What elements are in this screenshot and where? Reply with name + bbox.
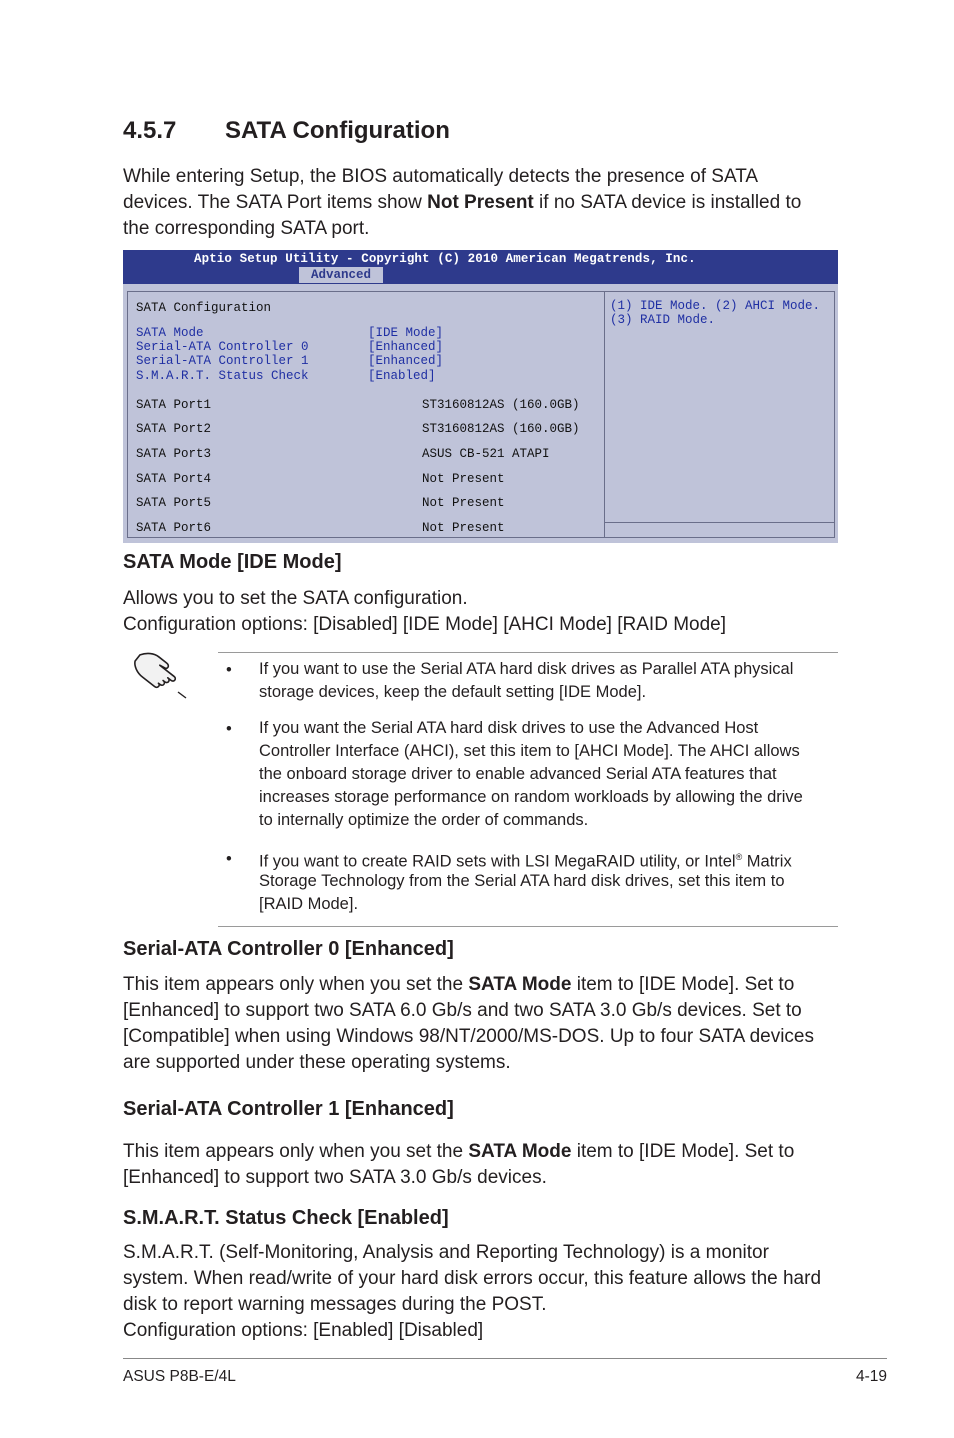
port-value: Not Present — [422, 521, 505, 535]
smart-line-2: system. When read/write of your hard disk errors occur, this feature allows the hard — [123, 1268, 822, 1289]
bios-help-panel — [604, 291, 835, 523]
port-value: Not Present — [422, 496, 505, 510]
note-top-rule — [218, 652, 838, 653]
smart-line-1: S.M.A.R.T. (Self-Monitoring, Analysis and Reporting Technology) is a monitor — [123, 1242, 769, 1263]
note-text: [RAID Mode]. — [259, 895, 359, 913]
registered-mark: ® — [735, 852, 743, 862]
port-label: SATA Port3 — [136, 447, 212, 461]
port-label: SATA Port1 — [136, 398, 212, 412]
bios-main-panel — [127, 291, 605, 538]
controller-1-line-2: [Enhanced] to support two SATA 3.0 Gb/s devices. — [123, 1167, 547, 1188]
note-text: If you want the Serial ATA hard disk drives to use the Advanced Host — [259, 719, 759, 737]
setting-value-controller-0[interactable]: [Enhanced] — [368, 340, 444, 354]
note-text: to internally optimize the order of commands. — [259, 811, 589, 829]
intro-bold: Not Present — [427, 192, 534, 213]
text-bold: SATA Mode — [468, 1141, 572, 1162]
note-text: Storage Technology from the Serial ATA hard disk drives, set this item to — [259, 872, 785, 890]
setting-label-controller-0[interactable]: Serial-ATA Controller 0 — [136, 340, 309, 354]
port-label: SATA Port4 — [136, 472, 212, 486]
note-bullet: • — [226, 850, 232, 868]
sata-mode-heading: SATA Mode [IDE Mode] — [123, 551, 342, 573]
controller-0-heading: Serial-ATA Controller 0 [Enhanced] — [123, 938, 454, 960]
section-number: 4.5.7 — [123, 117, 177, 144]
port-value: Not Present — [422, 472, 505, 486]
bios-title: Aptio Setup Utility - Copyright (C) 2010 American Megatrends, Inc. — [194, 252, 696, 266]
smart-line-4: Configuration options: [Enabled] [Disabled] — [123, 1320, 484, 1341]
note-text: Controller Interface (AHCI), set this item to [AHCI Mode]. The AHCI allows — [259, 742, 800, 760]
controller-0-line-4: are supported under these operating systems. — [123, 1052, 511, 1073]
controller-0-line-2: [Enhanced] to support two SATA 6.0 Gb/s and two SATA 3.0 Gb/s devices. Set to — [123, 1000, 802, 1021]
note-bullet: • — [226, 661, 232, 679]
setting-label-smart[interactable]: S.M.A.R.T. Status Check — [136, 369, 309, 383]
help-line: (1) IDE Mode. (2) AHCI Mode. — [610, 299, 821, 313]
note-text: storage devices, keep the default setting [IDE Mode]. — [259, 683, 647, 701]
text-part: item to [IDE Mode]. Set to — [571, 974, 795, 995]
note-text-part: Matrix — [742, 852, 792, 871]
port-value: ASUS CB-521 ATAPI — [422, 447, 550, 461]
controller-0-line-1 — [123, 972, 794, 998]
text-part: item to [IDE Mode]. Set to — [571, 1141, 795, 1162]
sata-mode-line-2: Configuration options: [Disabled] [IDE Mode] [AHCI Mode] [RAID Mode] — [123, 614, 726, 635]
section-title — [123, 117, 450, 145]
setting-value-smart[interactable]: [Enabled] — [368, 369, 436, 383]
port-label: SATA Port5 — [136, 496, 212, 510]
sata-mode-line-1: Allows you to set the SATA configuration. — [123, 588, 468, 609]
intro-line-3: the corresponding SATA port. — [123, 218, 370, 239]
smart-heading: S.M.A.R.T. Status Check [Enabled] — [123, 1207, 449, 1229]
note-bottom-rule — [218, 926, 838, 927]
note-text: the onboard storage driver to enable advanced Serial ATA features that — [259, 765, 777, 783]
controller-1-line-1 — [123, 1139, 794, 1165]
port-value: ST3160812AS (160.0GB) — [422, 422, 580, 436]
text-part: This item appears only when you set the — [123, 1141, 469, 1162]
text-bold: SATA Mode — [468, 974, 572, 995]
tab-advanced[interactable]: Advanced — [299, 267, 383, 283]
intro-line-1: While entering Setup, the BIOS automatically detects the presence of SATA — [123, 166, 759, 187]
setting-value-controller-1[interactable]: [Enhanced] — [368, 354, 444, 368]
setting-value-sata-mode[interactable]: [IDE Mode] — [368, 326, 444, 340]
bios-header — [123, 250, 838, 284]
setting-label-sata-mode[interactable]: SATA Mode — [136, 326, 204, 340]
hand-pointer-icon — [128, 648, 188, 700]
bios-screen — [123, 250, 838, 543]
footer-model: ASUS P8B-E/4L — [123, 1368, 236, 1385]
port-value: ST3160812AS (160.0GB) — [422, 398, 580, 412]
footer-rule — [123, 1358, 887, 1359]
bios-help-footer — [604, 523, 835, 538]
port-label: SATA Port2 — [136, 422, 212, 436]
smart-line-3: disk to report warning messages during the POST. — [123, 1294, 547, 1315]
bios-heading: SATA Configuration — [136, 301, 272, 315]
section-title-text: SATA Configuration — [225, 117, 450, 144]
intro-text: devices. The SATA Port items show — [123, 192, 428, 213]
page-number: 4-19 — [855, 1368, 887, 1385]
setting-label-controller-1[interactable]: Serial-ATA Controller 1 — [136, 354, 309, 368]
port-label: SATA Port6 — [136, 521, 212, 535]
intro-line-2 — [123, 190, 801, 216]
note-text-part: If you want to create RAID sets with LSI MegaRAID utility, or Intel — [259, 852, 736, 871]
help-line: (3) RAID Mode. — [610, 313, 716, 327]
note-text: If you want to use the Serial ATA hard disk drives as Parallel ATA physical — [259, 660, 794, 678]
controller-0-line-3: [Compatible] when using Windows 98/NT/2000/MS-DOS. Up to four SATA devices — [123, 1026, 814, 1047]
note-bullet: • — [226, 720, 232, 738]
controller-1-heading: Serial-ATA Controller 1 [Enhanced] — [123, 1098, 454, 1120]
text-part: This item appears only when you set the — [123, 974, 469, 995]
intro-text: if no SATA device is installed to — [533, 192, 802, 213]
note-text: increases storage performance on random workloads by allowing the drive — [259, 788, 803, 806]
